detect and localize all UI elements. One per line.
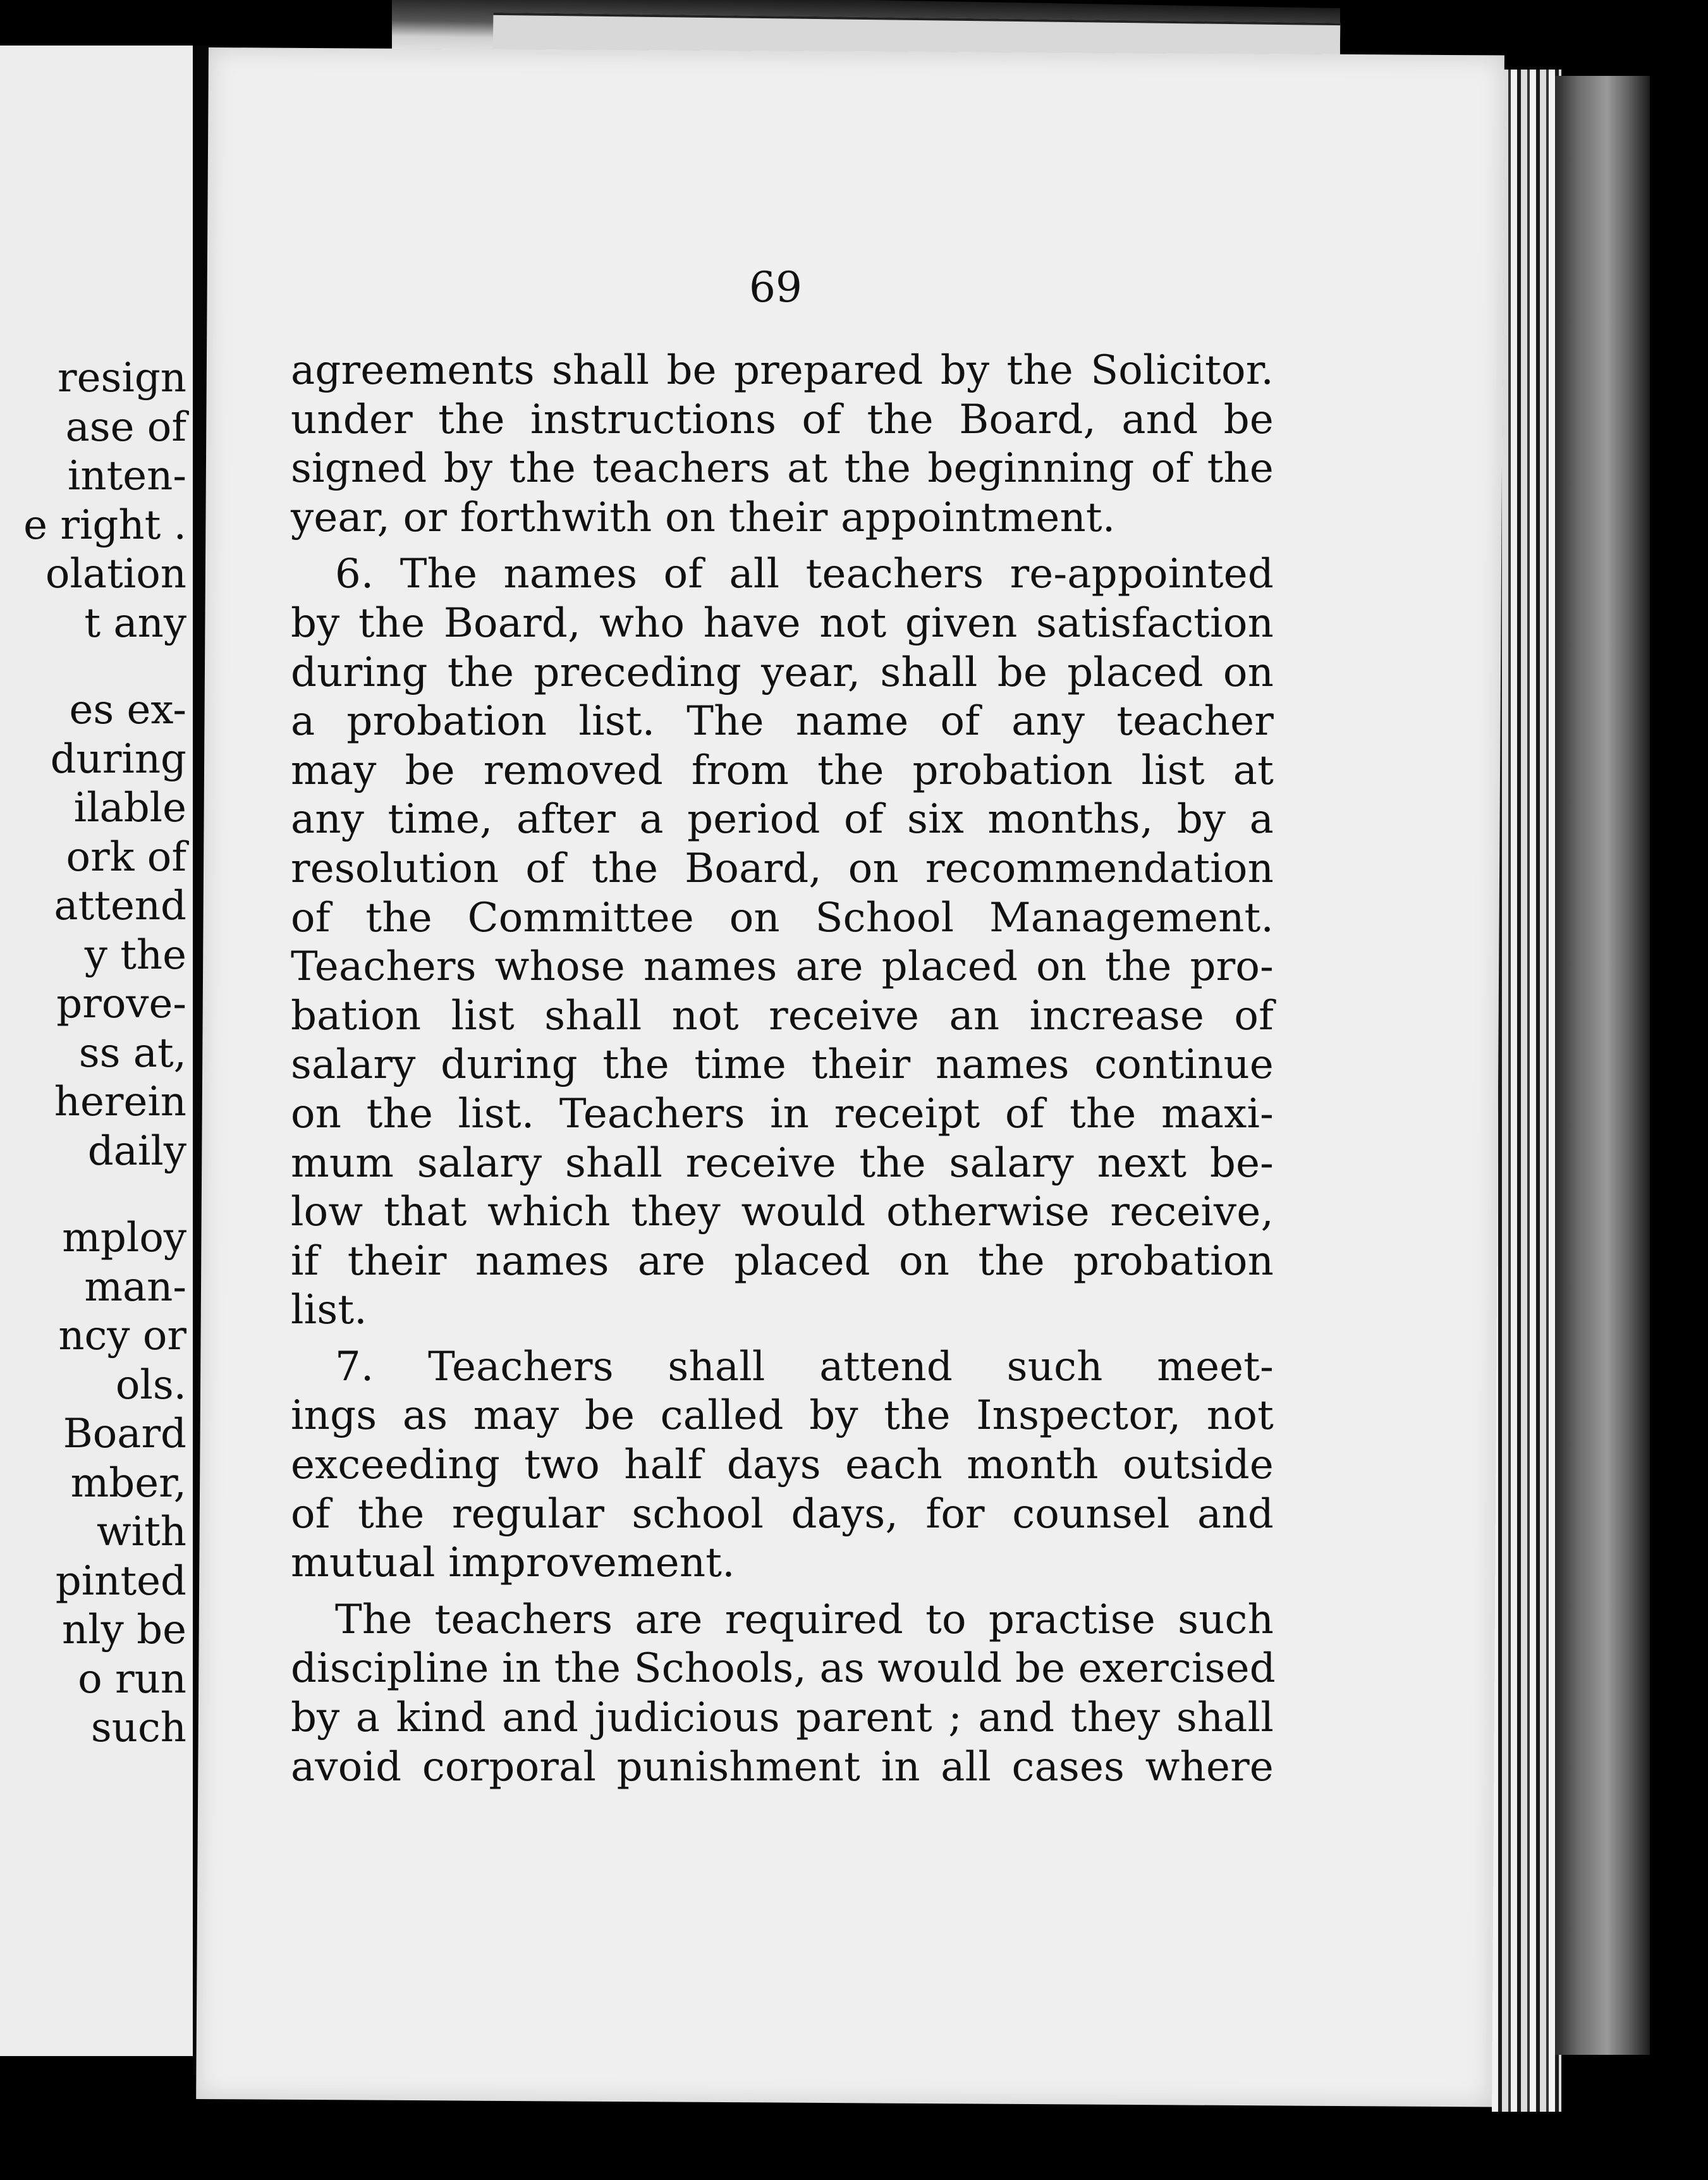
left-page-line: e right . [23, 501, 186, 549]
text-line: of the regular school days, for counsel and [291, 1490, 1274, 1538]
text-line: 6. The names of all teachers re-appointed [335, 551, 1274, 598]
left-page-line [0, 648, 186, 686]
left-page-line: ase of [65, 403, 186, 451]
text-line: year, or forthwith on their appointment. [291, 494, 1116, 541]
text-line: signed by the teachers at the beginning of the [291, 445, 1274, 493]
text-line: The teachers are required to practise such [335, 1596, 1274, 1643]
left-page-line: attend [54, 883, 186, 929]
left-page-line: Board [63, 1411, 186, 1457]
text-line: a probation list. The name of any teacher [291, 698, 1274, 745]
paragraph-gap [291, 542, 1274, 550]
text-line: agreements shall be prepared by the Solicitor. [291, 347, 1274, 394]
left-page-line: prove- [56, 981, 186, 1027]
text-line: by a kind and judicious parent ; and they shall [291, 1694, 1274, 1742]
text-line: mutual improvement. [291, 1540, 735, 1587]
left-page-line: ss at, [78, 1029, 186, 1077]
left-page-line: ncy or [58, 1313, 186, 1359]
text-line: may be removed from the probation list at [291, 747, 1274, 794]
text-line: mum salary shall receive the salary next be- [291, 1139, 1274, 1187]
text-line: low that which they would otherwise receive, [291, 1189, 1274, 1236]
left-page-line: ols. [115, 1361, 186, 1409]
text-line: during the preceding year, shall be placed on [291, 649, 1274, 696]
left-page-line: man- [84, 1263, 186, 1311]
text-line: avoid corporal punishment in all cases where [291, 1743, 1274, 1791]
left-page-text-fragments [0, 354, 186, 1753]
left-facing-page [0, 46, 193, 2056]
left-page-line: such [90, 1705, 186, 1751]
text-line: bation list shall not receive an increase of [291, 992, 1274, 1039]
left-page-line: ork of [66, 833, 186, 881]
left-page-line [0, 1176, 186, 1214]
left-page-line: olation [45, 551, 186, 597]
left-page-line: herein [54, 1079, 186, 1125]
text-line: resolution of the Board, on recommendation [291, 845, 1274, 892]
left-page-line: o run [78, 1655, 186, 1703]
book-cover-edge [1555, 76, 1650, 2055]
text-line: on the list. Teachers in receipt of the maxi- [291, 1090, 1274, 1137]
left-page-line: mber, [70, 1459, 186, 1507]
left-page-line: daily [87, 1127, 186, 1175]
text-line: ings as may be called by the Inspector, not [291, 1392, 1274, 1440]
left-page-line: inten- [67, 453, 186, 499]
text-line: 7. Teachers shall attend such meet- [335, 1343, 1274, 1390]
text-line: if their names are placed on the probation [291, 1237, 1274, 1285]
text-line: under the instructions of the Board, and be [291, 396, 1274, 443]
left-page-line: with [96, 1509, 186, 1555]
paragraph-gap [291, 1588, 1274, 1596]
left-page-line: y the [84, 931, 186, 979]
left-page-line: ilable [73, 785, 186, 831]
left-page-line: nly be [61, 1607, 186, 1653]
left-page-line: pinted [55, 1557, 186, 1605]
text-line: Teachers whose names are placed on the pro- [291, 943, 1274, 991]
left-page-line: resign [58, 355, 186, 401]
page-body-text [291, 346, 1274, 1792]
page-number: 69 [749, 263, 802, 312]
text-line: of the Committee on School Management. [291, 894, 1274, 941]
left-page-line: mploy [62, 1215, 186, 1261]
text-line: discipline in the Schools, as would be exercised [291, 1645, 1276, 1693]
text-line: by the Board, who have not given satisfaction [291, 599, 1274, 647]
paragraph-gap [291, 1335, 1274, 1343]
left-page-line: es ex- [69, 687, 186, 733]
left-page-line: during [50, 735, 186, 783]
text-line: salary during the time their names continue [291, 1041, 1274, 1089]
left-page-line: t any [84, 599, 186, 647]
text-line: any time, after a period of six months, by a [291, 796, 1274, 843]
text-line: exceeding two half days each month outside [291, 1442, 1274, 1489]
text-line: list. [291, 1287, 367, 1334]
